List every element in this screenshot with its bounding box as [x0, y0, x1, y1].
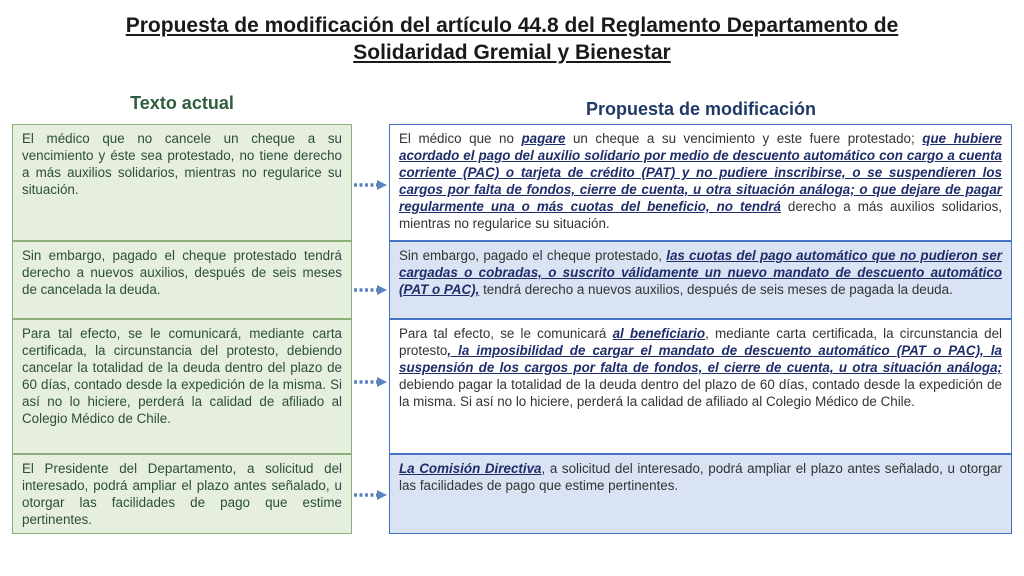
dashed-arrow-icon [352, 284, 388, 296]
dashed-arrow-icon [352, 376, 388, 388]
page-title [0, 12, 1024, 66]
text-segment: Sin embargo, pagado el cheque protestado, [399, 248, 667, 263]
emphasis-segment: La Comisión Directiva [399, 461, 542, 476]
current-text-paragraph-2: Sin embargo, pagado el cheque protestado tendrá derecho a nuevos auxilios, después de seis meses de cancelada la deuda. [12, 241, 352, 319]
current-text-paragraph-1: El médico que no cancele un cheque a su vencimiento y éste sea protestado, no tiene derecho a más auxilios solidarios, mientras no regularice su situación. [12, 124, 352, 241]
text-segment: debiendo pagar la totalidad de la deuda dentro del plazo de 60 días, contado desde la expedición de la misma. Si así no lo hiciere, perderá la calidad de afiliado al Colegio Médico de Chile. [399, 377, 1002, 409]
dashed-arrow-icon [352, 179, 388, 191]
text-segment: , mediante carta certificada, la circunstancia del protesto [399, 326, 1003, 358]
emphasis-segment: las cuotas del pago automático que no pudieron ser cargadas o cobradas, o suscrito válidamente un nuevo mandato de descuento automático (PAT o PAC), [399, 248, 1002, 297]
proposal-paragraph-2 [389, 241, 1012, 319]
text-segment: un cheque a su vencimiento y este fuere protestado; [565, 131, 923, 146]
text-segment: Para tal efecto, se le comunicará [399, 326, 613, 341]
dashed-arrow-icon [352, 489, 388, 501]
proposal-paragraph-4 [389, 454, 1012, 534]
proposal-paragraph-3 [389, 319, 1012, 454]
title-line-1: Propuesta de modificación del artículo 44.8 del Reglamento Departamento de [125, 14, 899, 37]
current-text-paragraph-4: El Presidente del Departamento, a solicitud del interesado, podrá ampliar el plazo antes señalado, u otorgar las facilidades de pago que estime pertinentes. [12, 454, 352, 534]
proposal-paragraph-1 [389, 124, 1012, 241]
proposal-header: Propuesta de modificación [585, 99, 817, 119]
emphasis-segment: al beneficiario [612, 326, 706, 341]
current-text-paragraph-3: Para tal efecto, se le comunicará, mediante carta certificada, la circunstancia del protesto, debiendo cancelar la totalidad de la deuda dentro del plazo de 60 días, contado desde la expedición de la misma. Si así no lo hiciere, perderá la calidad de afiliado al Colegio Médico de Chile. [12, 319, 352, 454]
text-segment: , a solicitud del interesado, podrá ampliar el plazo antes señalado, u otorgar las facilidades de pago que estime pertinentes. [399, 461, 1002, 493]
current-text-header: Texto actual [130, 93, 234, 113]
text-segment: derecho a más auxilios solidarios, mientras no regularice su situación. [399, 199, 1002, 231]
text-segment: tendrá derecho a nuevos auxilios, después de seis meses de pagada la deuda. [479, 282, 953, 297]
text-segment: El médico que no [399, 131, 522, 146]
emphasis-segment: que hubiere acordado el pago del auxilio solidario por medio de descuento automático con cargo a cuenta corriente (PAC) o tarjeta de crédito (PAT) y no pudiere inscribirse, o se suspendieren los cargos por falta de fondos, cierre de cuenta, u otra situación análoga; o que dejare de pagar regularmente una o más cuotas del beneficio, no tendrá [399, 131, 1002, 214]
title-line-2: Solidaridad Gremial y Bienestar [353, 41, 671, 64]
emphasis-segment: , la imposibilidad de cargar el mandato de descuento automático (PAT o PAC), la suspensión de los cargos por falta de fondos, el cierre de cuenta, u otra situación análoga; [399, 343, 1002, 375]
emphasis-segment: pagare [521, 131, 566, 146]
